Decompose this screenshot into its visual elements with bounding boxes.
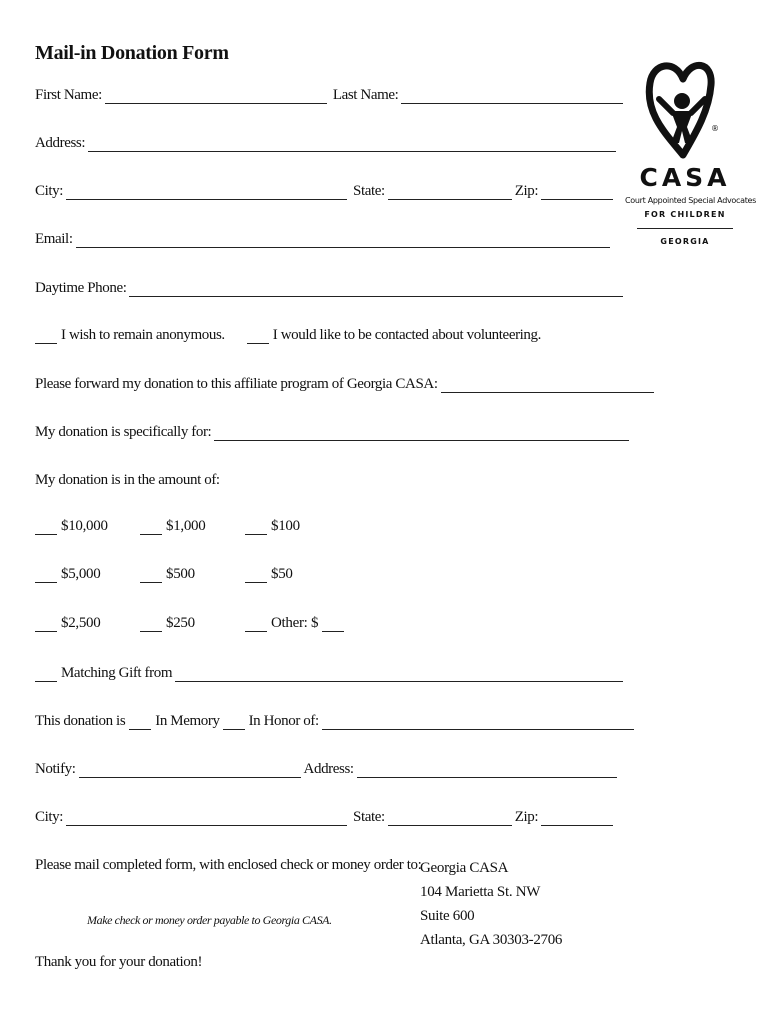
email-label: Email: — [35, 231, 73, 247]
amount-option-other[interactable] — [245, 615, 347, 632]
amount-option-10000[interactable] — [35, 518, 108, 535]
amount-label: $250 — [166, 615, 195, 631]
address-field[interactable] — [88, 136, 616, 152]
designation-label: My donation is specifically for: — [35, 424, 212, 440]
casa-logo — [625, 55, 757, 255]
amount-label: $10,000 — [61, 518, 108, 534]
affiliate-field[interactable] — [441, 377, 654, 393]
amount-label: Other: $ — [271, 615, 319, 631]
logo-name: CASA — [639, 163, 731, 192]
mail-instructions-row — [35, 854, 421, 874]
tribute-lead: This donation is — [35, 713, 126, 729]
amount-checkbox[interactable] — [140, 519, 162, 535]
preferences-row — [35, 324, 541, 344]
mailing-address — [420, 856, 562, 952]
tribute-name-field[interactable] — [322, 714, 634, 730]
amount-label: $500 — [166, 566, 195, 582]
amount-option-500[interactable] — [140, 566, 195, 583]
logo-region: GEORGIA — [660, 237, 710, 246]
amount-label: $100 — [271, 518, 300, 534]
anonymous-checkbox[interactable] — [35, 328, 57, 344]
amount-heading: My donation is in the amount of: — [35, 472, 220, 488]
amount-label: $50 — [271, 566, 293, 582]
in-memory-checkbox[interactable] — [129, 714, 151, 730]
daytime-phone-label: Daytime Phone: — [35, 280, 127, 296]
in-memory-label: In Memory — [155, 713, 220, 729]
logo-subtagline: FOR CHILDREN — [644, 210, 726, 219]
notify-zip-label: Zip: — [514, 809, 539, 825]
matching-gift-label: Matching Gift from — [61, 665, 173, 681]
city-row — [35, 180, 616, 200]
logo-divider — [637, 228, 733, 229]
amount-option-50[interactable] — [245, 566, 293, 583]
address-line-1: Georgia CASA — [420, 860, 509, 876]
notify-state-label: State: — [353, 809, 385, 825]
matching-gift-row — [35, 662, 626, 682]
logo-tagline: Court Appointed Special Advocates — [625, 196, 757, 205]
amount-option-1000[interactable] — [140, 518, 205, 535]
notify-state-field[interactable] — [388, 810, 512, 826]
anonymous-label: I wish to remain anonymous. — [61, 327, 225, 343]
designation-field[interactable] — [214, 425, 629, 441]
amount-checkbox[interactable] — [245, 616, 267, 632]
amount-checkbox[interactable] — [140, 567, 162, 583]
notify-address-label: Address: — [303, 761, 354, 777]
daytime-phone-field[interactable] — [129, 281, 623, 297]
last-name-field[interactable] — [401, 88, 623, 104]
payable-note: Make check or money order payable to Georgia CASA. — [87, 913, 332, 927]
notify-zip-field[interactable] — [541, 810, 613, 826]
notify-row — [35, 758, 620, 778]
notify-city-label: City: — [35, 809, 64, 825]
affiliate-label: Please forward my donation to this affiliate program of Georgia CASA: — [35, 376, 438, 392]
amount-label: $5,000 — [61, 566, 101, 582]
volunteer-label: I would like to be contacted about volunteering. — [272, 327, 541, 343]
first-name-field[interactable] — [105, 88, 327, 104]
amount-checkbox[interactable] — [245, 567, 267, 583]
affiliate-row — [35, 373, 657, 393]
state-field[interactable] — [388, 184, 512, 200]
matching-gift-field[interactable] — [175, 666, 623, 682]
address-label: Address: — [35, 135, 86, 151]
mail-instructions: Please mail completed form, with enclosed check or money order to: — [35, 857, 422, 873]
first-name-label: First Name: — [35, 87, 102, 103]
last-name-label: Last Name: — [332, 87, 399, 103]
amount-checkbox[interactable] — [35, 567, 57, 583]
amount-option-5000[interactable] — [35, 566, 100, 583]
amount-label: $1,000 — [166, 518, 206, 534]
address-row — [35, 132, 619, 152]
amount-option-250[interactable] — [140, 615, 195, 632]
in-honor-label: In Honor of: — [248, 713, 319, 729]
amount-checkbox[interactable] — [35, 519, 57, 535]
amount-checkbox[interactable] — [245, 519, 267, 535]
address-line-2: 104 Marietta St. NW — [420, 884, 541, 900]
amount-checkbox[interactable] — [140, 616, 162, 632]
zip-field[interactable] — [541, 184, 613, 200]
phone-row — [35, 277, 626, 297]
other-amount-field[interactable] — [322, 616, 344, 632]
amount-option-2500[interactable] — [35, 615, 100, 632]
notify-label: Notify: — [35, 761, 76, 777]
notify-address-field[interactable] — [357, 762, 617, 778]
name-row — [35, 84, 626, 104]
email-field[interactable] — [76, 232, 610, 248]
amount-checkbox[interactable] — [35, 616, 57, 632]
thank-you-row — [35, 951, 202, 971]
city-label: City: — [35, 183, 64, 199]
designation-row — [35, 421, 632, 441]
registered-mark: ® — [711, 124, 719, 133]
address-line-4: Atlanta, GA 30303-2706 — [420, 932, 563, 948]
state-label: State: — [353, 183, 385, 199]
thank-you: Thank you for your donation! — [35, 954, 203, 970]
zip-label: Zip: — [514, 183, 539, 199]
volunteer-checkbox[interactable] — [247, 328, 269, 344]
notify-city-field[interactable] — [66, 810, 347, 826]
amount-label: $2,500 — [61, 615, 101, 631]
amount-option-100[interactable] — [245, 518, 300, 535]
in-honor-checkbox[interactable] — [223, 714, 245, 730]
tribute-row — [35, 710, 637, 730]
form-title: Mail-in Donation Form — [35, 42, 229, 64]
city-field[interactable] — [66, 184, 347, 200]
amount-heading-row — [35, 469, 220, 489]
matching-gift-checkbox[interactable] — [35, 666, 57, 682]
address-line-3: Suite 600 — [420, 908, 475, 924]
notify-city-row — [35, 806, 616, 826]
notify-name-field[interactable] — [79, 762, 301, 778]
heart-figure-icon — [625, 55, 750, 163]
email-row — [35, 228, 613, 248]
